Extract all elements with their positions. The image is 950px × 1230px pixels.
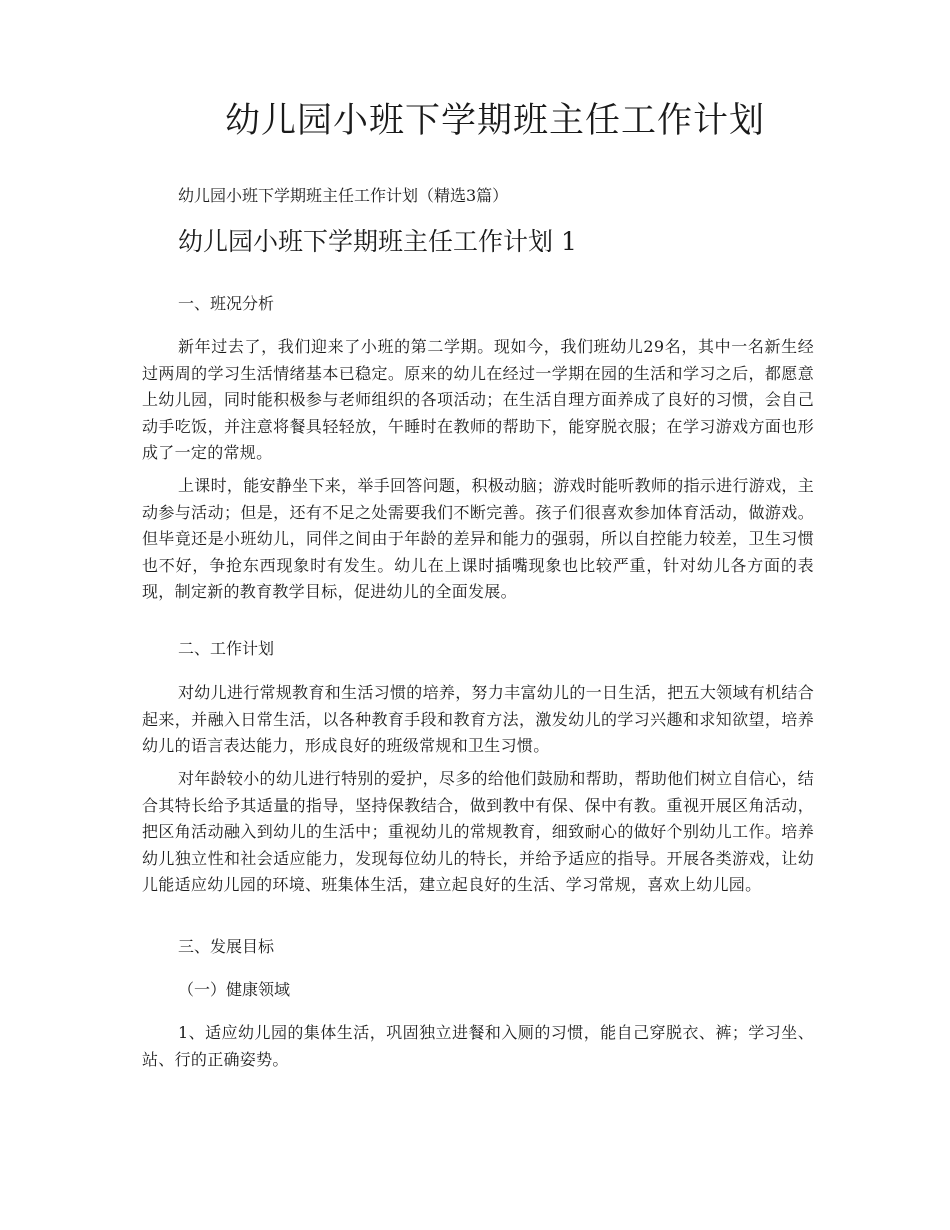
paragraph-2: 上课时，能安静坐下来，举手回答问题，积极动脑；游戏时能听教师的指示进行游戏，主动参与活动；但是，还有不足之处需要我们不断完善。孩子们很喜欢参加体育活动，做游戏。但毕竟还是小班幼儿，同伴之间由于年龄的差异和能力的强弱，所以自控能力较差，卫生习惯也不好，争抢东西现象时有发生。幼儿在上课时插嘴现象也比较严重，针对幼儿各方面的表现，制定新的教育教学目标，促进幼儿的全面发展。 [142, 476, 814, 601]
document-title: 幼儿园小班下学期班主任工作计划 [224, 101, 765, 141]
heading-class-analysis: 一、班况分析 [178, 294, 275, 313]
heading-work-plan: 二、工作计划 [178, 639, 275, 658]
heading-development-goals: 三、发展目标 [178, 937, 275, 956]
heading-health-domain: （一）健康领域 [178, 980, 291, 999]
paragraph-4: 对年龄较小的幼儿进行特别的爱护，尽多的给他们鼓励和帮助，帮助他们树立自信心，结合其特长给予其适量的指导，坚持保教结合，做到教中有保、保中有教。重视开展区角活动，把区角活动融入到幼儿的生活中；重视幼儿的常规教育，细致耐心的做好个别幼儿工作。培养幼儿独立性和社会适应能力，发现每位幼儿的特长，并给予适应的指导。开展各类游戏，让幼儿能适应幼儿园的环境、班集体生活，建立起良好的生活、学习常规，喜欢上幼儿园。 [142, 769, 814, 894]
section-title: 幼儿园小班下学期班主任工作计划 1 [178, 227, 577, 256]
paragraph-5: 1、适应幼儿园的集体生活，巩固独立进餐和入厕的习惯，能自己穿脱衣、裤；学习坐、站、行的正确姿势。 [142, 1023, 814, 1069]
paragraph-1: 新年过去了，我们迎来了小班的第二学期。现如今，我们班幼儿29名，其中一名新生经过两周的学习生活情绪基本已稳定。原来的幼儿在经过一学期在园的生活和学习之后，都愿意上幼儿园，同时能积极参与老师组织的各项活动；在生活自理方面养成了良好的习惯，会自己动手吃饭，并注意将餐具轻轻放，午睡时在教师的帮助下，能穿脱衣服；在学习游戏方面也形成了一定的常规。 [142, 337, 814, 462]
document-subtitle: 幼儿园小班下学期班主任工作计划（精选3篇） [178, 186, 509, 205]
paragraph-3: 对幼儿进行常规教育和生活习惯的培养，努力丰富幼儿的一日生活，把五大领域有机结合起来，并融入日常生活，以各种教育手段和教育方法，激发幼儿的学习兴趣和求知欲望，培养幼儿的语言表达能力，形成良好的班级常规和卫生习惯。 [142, 683, 814, 755]
